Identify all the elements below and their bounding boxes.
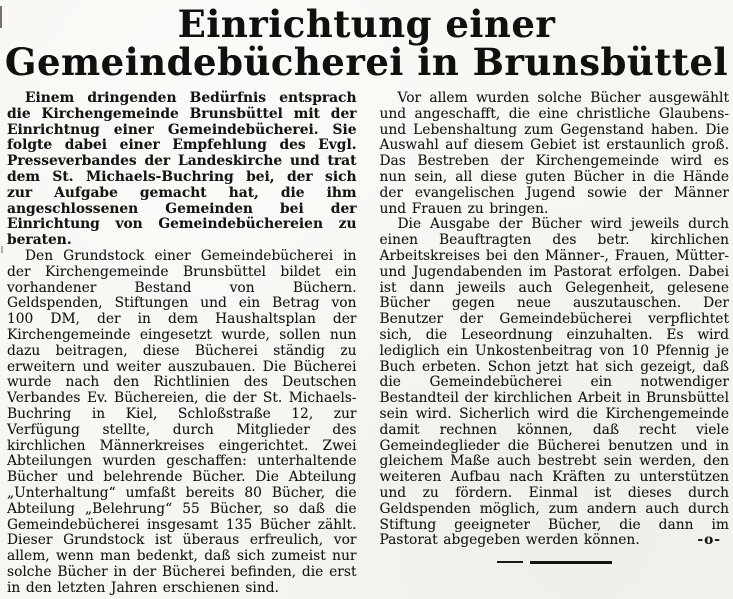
end-mark: -o- [697, 532, 721, 549]
paragraph: Vor allem wurden solche Bücher ausgewählt und angeschafft, die eine christliche Glaubens- und Lebenshaltung zum Gegenstand haben. Die Auswahl auf diesem Gebiet ist erstaunlich groß. Das Bestreben der Kirchengemeinde wird es nun sein, all diese guten Bücher in die Hände der evangelischen Jugend sowie der Männer und Frauen zu bringen. [379, 90, 729, 217]
divider-segment [497, 561, 523, 563]
section-divider [380, 560, 730, 564]
left-column [7, 91, 357, 597]
paragraph-text: Die Ausgabe der Bücher wird jeweils durch einen Beauftragten des betr. kirchlichen Arbeitskreises bei den Männer-, Frauen, Mütter- und Jugendabenden im Pastorat erfolgen. Dabei ist dann jeweils auch Gelegenheit, gelesene Bücher gegen neue auszutauschen. Der Benutzer der Gemeindebücherei verpflichtet sich, die Leseordnung einzuhalten. Es wird lediglich ein Unkostenbeitrag von 10 Pfennig je Buch erbeten. Schon jetzt hat sich gezeigt, daß die Gemeindebücherei ein notwendiger Bestandteil der kirchlichen Arbeit in Brunsbüttel sein wird. Sicherlich wird die Kirchengemeinde damit rechnen können, daß recht viele Gemeindeglieder die Bücherei benutzen und in gleichem Maße auch bestrebt sein werden, den weiteren Aufbau nach Kräften zu unterstützen und zu fördern. Einmal ist dieses durch Geldspenden möglich, zum andern auch durch Stiftung geeigneter Bücher, die dann im Pastorat abgegeben werden können. [379, 216, 729, 549]
headline-line-1: Einrichtung einer [177, 2, 556, 46]
headline-line-2: Gemeindebücherei in Brunsbüttel [4, 40, 729, 84]
divider-segment [530, 561, 612, 564]
paragraph: Den Grundstock einer Gemeindebücherei in der Kirchengemeinde Brunsbüttel bildet ein vorhandener Bestand von Büchern. Geldspenden, Stiftungen und ein Betrag von 100 DM, der in dem Haushaltsplan der Kirchengemeinde eingesetzt wurde, sollen nun dazu beitragen, diese Bücherei ständig zu erweitern und weiter auszubauen. Die Bücherei wurde nach den Richtlinien des Deutschen Verbandes Ev. Büchereien, die der St. Michaels-Buchring in Kiel, Schloßstraße 12, zur Verfügung stellte, durch Mitglieder des kirchlichen Männerkreises eingerichtet. Zwei Abteilungen wurden geschaffen: unterhaltende Bücher und belehrende Bücher. Die Abteilung „Unterhaltung“ umfaßt bereits 80 Bücher, die Abteilung „Belehrung“ 55 Bücher, so daß die Gemeindebücherei insgesamt 135 Bücher zählt. Dieser Grundstock ist überaus erfreulich, vor allem, wenn man bedenkt, daß sich zumeist nur solche Bücher in der Bücherei befinden, die erst in den letzten Jahren erschienen sind. [7, 247, 357, 596]
article-body [0, 81, 733, 597]
right-column [380, 91, 730, 597]
scan-artifact-tick [0, 6, 2, 28]
paragraph [380, 217, 730, 549]
scan-artifact-dot [1, 246, 3, 253]
article-headline [0, 0, 733, 84]
lead-paragraph: Einem dringenden Bedürfnis entsprach die Kirchengemeinde Brunsbüttel mit der Einrichtnug einer Gemeindebücherei. Sie folgte dabei einer Empfehlung des Evgl. Presseverbandes der Landeskirche und trat dem St. Michaels-Buchring bei, der sich zur Aufgabe gemacht hat, die ihm angeschlossenen Gemeinden bei der Einrichtung von Gemeindebüchereien zu beraten. [7, 90, 357, 249]
